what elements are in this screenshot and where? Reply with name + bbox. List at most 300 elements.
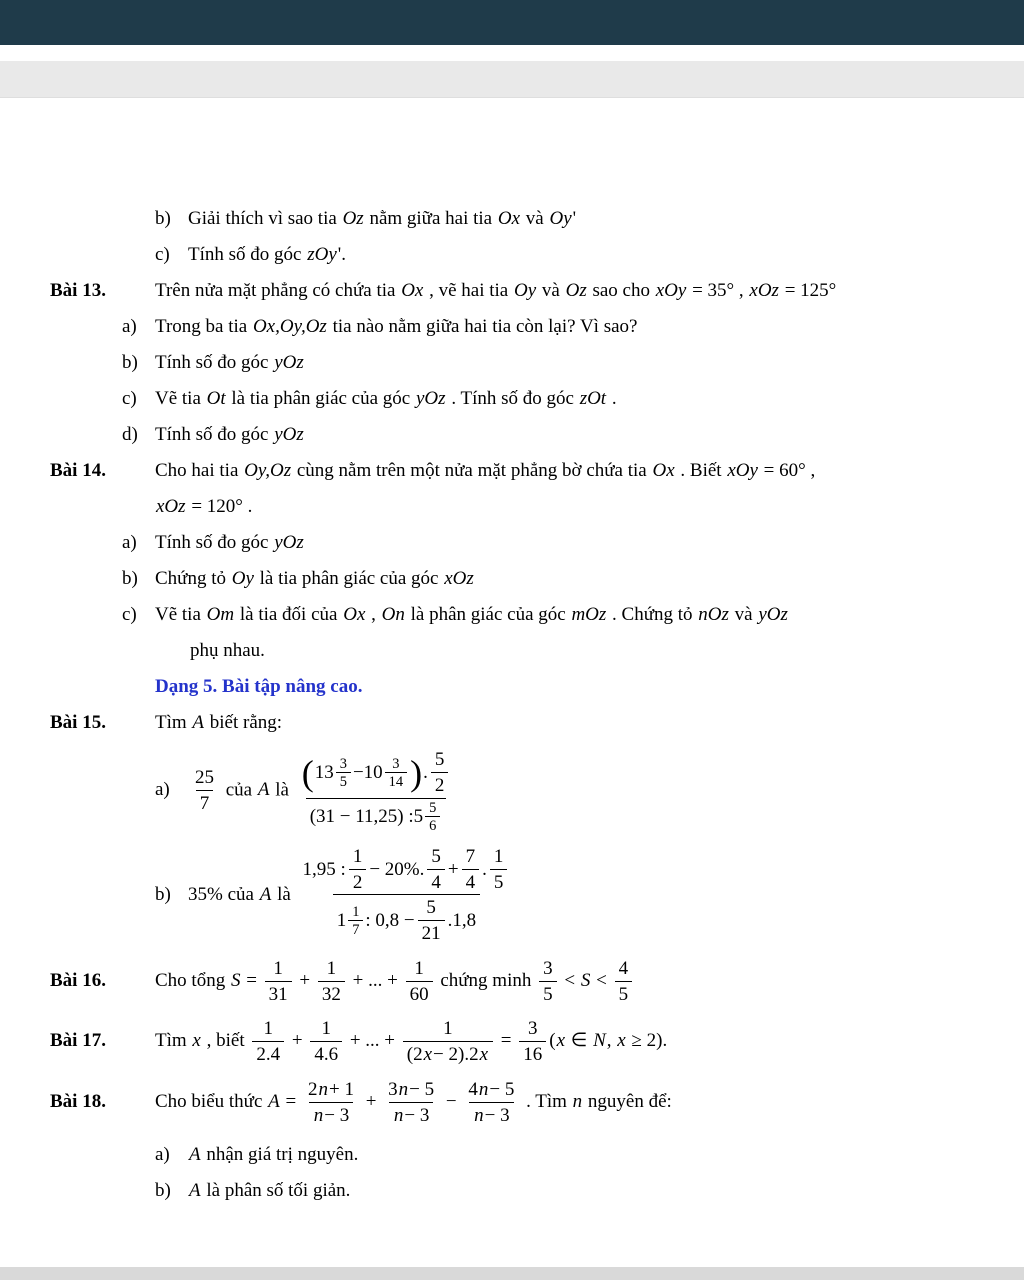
text-run: Tìm: [155, 712, 192, 733]
denominator: [403, 1041, 493, 1067]
item-marker: a): [155, 779, 170, 801]
text-run: (: [549, 1030, 556, 1052]
math-var: yOz: [274, 424, 304, 445]
text-line: [0, 706, 1024, 739]
text-run: = 120° .: [186, 496, 253, 517]
math-var: yOz: [758, 604, 788, 625]
text-run: . Chứng tỏ: [607, 604, 698, 625]
text-run: nguyên để:: [583, 1090, 672, 1112]
mixed-number: [364, 756, 409, 790]
text-run: 1: [493, 845, 504, 867]
text-run: sao cho: [587, 280, 655, 301]
text-run: nhận giá trị nguyên.: [201, 1144, 359, 1166]
denominator: [318, 981, 345, 1007]
exercise-label: Bài 17.: [50, 1030, 106, 1052]
text-line: [0, 1078, 1024, 1128]
text-run: 1: [352, 845, 363, 867]
item-marker: b): [155, 1180, 171, 1202]
text-run: 3: [527, 1018, 538, 1040]
text-run: và: [521, 208, 549, 229]
fraction: [348, 904, 363, 938]
math-var: xOy: [727, 460, 758, 481]
line-content: [155, 706, 1010, 739]
math-var: A: [189, 1180, 201, 1202]
denominator: [309, 1102, 353, 1128]
text-line: [0, 202, 1024, 235]
text-run: Vẽ tia: [155, 604, 206, 625]
numerator: [297, 748, 456, 798]
text-line: [0, 845, 1024, 946]
text-run: = 35° ,: [687, 280, 749, 301]
text-run: − 2).2: [433, 1044, 479, 1066]
math-var: nOz: [698, 604, 729, 625]
text-run: + ... +: [347, 969, 403, 991]
white-gap: [0, 45, 1024, 61]
text-run: =: [241, 969, 262, 991]
text-run: 7: [465, 845, 476, 867]
exercise-label: Bài 14.: [50, 460, 106, 481]
fraction: [519, 1017, 546, 1067]
text-run: 5: [431, 845, 441, 867]
text-line: [0, 748, 1024, 834]
item-marker: c): [122, 388, 137, 409]
text-run: , vẽ hai tia: [424, 280, 513, 301]
text-run: 1: [414, 957, 424, 979]
numerator: [431, 748, 449, 772]
math-var: n: [313, 1104, 324, 1126]
text-line: [0, 670, 1024, 703]
line-content: [155, 454, 1010, 487]
numerator: [304, 1078, 358, 1102]
text-line: [0, 957, 1024, 1007]
fraction: [191, 766, 218, 816]
line-content: [190, 634, 1010, 667]
text-run: Tính số đo góc: [155, 532, 274, 553]
line-content: [122, 562, 1010, 595]
fraction: [615, 957, 633, 1007]
exercise-label: Bài 18.: [50, 1090, 106, 1112]
mixed-number: [315, 756, 353, 790]
text-run: phụ nhau.: [190, 640, 265, 661]
text-run: 4: [431, 871, 441, 893]
text-run: ,: [366, 604, 381, 625]
fraction: [462, 845, 480, 895]
denominator: [389, 1102, 433, 1128]
text-run: là tia phân giác của góc: [254, 568, 444, 589]
line-content: [155, 1138, 1010, 1171]
text-run: =: [280, 1090, 301, 1112]
text-line: [0, 238, 1024, 271]
math-var: Oy: [514, 280, 537, 301]
fraction: [539, 957, 557, 1007]
text-line: [0, 310, 1024, 343]
math-var: S: [230, 969, 241, 991]
fraction: [431, 748, 449, 798]
text-run: Cho hai tia: [155, 460, 244, 481]
fraction: [385, 756, 407, 790]
text-run: 31: [268, 983, 288, 1005]
math-var: xOz: [444, 568, 474, 589]
document-body: [0, 98, 1024, 1207]
math-var: yOz: [274, 532, 304, 553]
denominator: 7: [348, 920, 363, 938]
math-var: x: [192, 1030, 201, 1052]
numerator: [464, 1078, 518, 1102]
text-run: 1: [443, 1018, 453, 1040]
numerator: [349, 845, 367, 869]
item-marker: a): [155, 1144, 170, 1166]
fraction: [318, 957, 345, 1007]
math-var: yOz: [274, 352, 304, 373]
text-line: [0, 1174, 1024, 1207]
line-content: [155, 957, 1010, 1007]
line-content: [122, 598, 1010, 631]
text-run: 2: [352, 871, 363, 893]
fraction: [427, 845, 445, 895]
math-var: n: [398, 1078, 409, 1100]
item-marker: c): [155, 244, 170, 265]
text-line: [0, 634, 1024, 667]
math-var: zOt: [579, 388, 607, 409]
text-run: .1,8: [447, 910, 477, 932]
text-run: Trên nửa mặt phẳng có chứa tia: [155, 280, 401, 301]
text-run: 1: [321, 1018, 331, 1040]
text-run: ≥ 2).: [626, 1030, 668, 1052]
text-run: 4.6: [314, 1044, 339, 1066]
line-content: [155, 1078, 1010, 1128]
fraction: [252, 1017, 284, 1067]
numerator: [410, 957, 428, 981]
text-run: 2: [434, 774, 445, 796]
text-run: − 20%.: [369, 858, 425, 880]
mixed-number: [337, 904, 366, 938]
text-run: .: [423, 761, 428, 783]
text-run: + 1: [328, 1078, 354, 1100]
item-marker: a): [122, 316, 137, 337]
denominator: [349, 869, 367, 895]
text-run: biết rằng:: [205, 712, 283, 733]
numerator: [524, 1017, 542, 1041]
text-run: .: [482, 858, 487, 880]
numerator: 1: [352, 903, 360, 920]
text-line: [0, 598, 1024, 631]
math-var: Ox: [497, 208, 521, 229]
text-run: 25: [195, 767, 214, 789]
text-run: 5: [543, 983, 553, 1005]
text-run: Chứng tỏ: [155, 568, 231, 589]
denominator: [406, 981, 433, 1007]
math-var: x: [617, 1030, 626, 1052]
line-content: [155, 1174, 1010, 1207]
text-run: là tia đối của: [235, 604, 343, 625]
whole-part: 13: [314, 761, 334, 783]
text-line: [0, 1017, 1024, 1067]
text-run: −: [352, 761, 364, 783]
item-marker: a): [122, 532, 137, 553]
text-run: là: [270, 779, 294, 801]
line-content: [155, 748, 1010, 834]
math-var: Ox: [343, 604, 366, 625]
denominator: [310, 1041, 342, 1067]
line-content: [122, 310, 1010, 343]
numerator: [615, 957, 633, 981]
math-var: A: [192, 712, 205, 733]
text-run: tia nào nằm giữa hai tia còn lại? Vì sao?: [327, 316, 638, 337]
text-run: + ... +: [345, 1030, 400, 1052]
text-line: [0, 418, 1024, 451]
fraction: [418, 896, 445, 946]
text-run: và: [729, 604, 758, 625]
text-run: 1,95 :: [302, 858, 346, 880]
numerator: [259, 1017, 277, 1041]
line-content: [155, 845, 1010, 946]
denominator: 14: [385, 772, 407, 790]
math-var: n: [572, 1090, 583, 1112]
math-var: yOz: [416, 388, 446, 409]
text-run: 60: [409, 983, 429, 1005]
math-var: n: [478, 1078, 489, 1100]
line-content: [155, 670, 1010, 703]
text-run: 4: [465, 871, 476, 893]
text-run: +: [294, 969, 315, 991]
text-line: [0, 490, 1024, 523]
numerator: [191, 766, 218, 790]
numerator: [317, 1017, 335, 1041]
text-run: ∈: [566, 1030, 593, 1052]
numerator: [384, 1078, 438, 1102]
text-line: [0, 382, 1024, 415]
text-run: 1: [273, 957, 283, 979]
line-content: [155, 490, 1010, 523]
text-run: +: [287, 1030, 308, 1052]
denominator: [418, 920, 445, 946]
text-run: − 5: [409, 1078, 435, 1100]
text-run: 35% của: [188, 883, 259, 905]
math-var: Ox: [401, 280, 424, 301]
text-run: 4: [468, 1078, 478, 1100]
fraction: [384, 1078, 438, 1128]
text-run: − 3: [404, 1104, 430, 1126]
denominator: [333, 894, 480, 946]
text-run: là: [272, 883, 296, 905]
browser-top-bar: [0, 0, 1024, 45]
math-var: A: [189, 1144, 201, 1166]
text-run: Cho biểu thức: [155, 1090, 268, 1112]
math-var: n: [474, 1104, 484, 1126]
text-run: +: [447, 858, 459, 880]
math-var: S: [580, 969, 591, 991]
math-var: Oy: [549, 208, 572, 229]
text-run: Tính số đo góc: [188, 244, 307, 265]
text-run: Tìm: [155, 1030, 192, 1052]
text-run: 5: [493, 871, 504, 893]
text-run: 32: [321, 983, 341, 1005]
text-run: , biết: [201, 1030, 250, 1052]
math-var: xOz: [156, 496, 186, 517]
numerator: 3: [339, 755, 347, 772]
denominator: 5: [336, 772, 351, 790]
text-run: ,: [606, 1030, 617, 1052]
whole-part: 5: [413, 805, 424, 827]
math-var: x: [556, 1030, 565, 1052]
exercise-label: Bài 15.: [50, 712, 106, 733]
text-run: và: [537, 280, 565, 301]
line-content: [155, 238, 1010, 271]
text-run: Vẽ tia: [155, 388, 206, 409]
text-run: 7: [199, 792, 210, 814]
math-var: N: [593, 1030, 606, 1052]
item-marker: b): [155, 883, 171, 905]
text-line: [0, 454, 1024, 487]
text-line: [0, 1138, 1024, 1171]
text-run: '.: [337, 244, 346, 265]
fraction: [336, 756, 351, 790]
math-var: x: [423, 1044, 433, 1066]
denominator: [615, 981, 633, 1007]
text-run: chứng minh: [435, 969, 537, 991]
item-marker: b): [122, 352, 138, 373]
denominator: [469, 1102, 513, 1128]
fraction: [297, 748, 456, 834]
fraction: [403, 1017, 493, 1067]
numerator: [539, 957, 557, 981]
denominator: [519, 1041, 546, 1067]
math-var: Oy,Oz: [244, 460, 292, 481]
text-run: là phân giác của góc: [405, 604, 571, 625]
math-var: Ot: [206, 388, 226, 409]
math-var: Oy: [231, 568, 254, 589]
text-run: (2: [406, 1044, 423, 1066]
text-run: 1: [263, 1018, 273, 1040]
text-run: 5: [426, 897, 436, 919]
mixed-number: [414, 800, 443, 834]
denominator: 6: [425, 816, 440, 834]
text-line: [0, 274, 1024, 307]
text-run: của: [221, 779, 257, 801]
denominator: [539, 981, 557, 1007]
denominator: [306, 798, 447, 834]
numerator: [439, 1017, 457, 1041]
text-run: . Biết: [675, 460, 727, 481]
math-var: Ox: [652, 460, 675, 481]
text-run: 21: [421, 923, 441, 945]
item-marker: c): [122, 604, 137, 625]
text-run: cùng nằm trên một nửa mặt phẳng bờ chứa tia: [292, 460, 652, 481]
line-content: [122, 418, 1010, 451]
math-var: Oz: [342, 208, 364, 229]
fraction: [464, 1078, 518, 1128]
denominator: [490, 869, 508, 895]
numerator: [323, 957, 341, 981]
text-run: +: [360, 1090, 382, 1112]
numerator: 3: [392, 755, 400, 772]
text-run: 2.4: [256, 1044, 281, 1066]
fraction: [310, 1017, 342, 1067]
whole-part: 10: [363, 761, 383, 783]
whole-part: 1: [336, 910, 347, 932]
text-run: là tia phân giác của góc: [226, 388, 415, 409]
text-run: 3: [543, 957, 553, 979]
text-run: =: [496, 1030, 517, 1052]
text-run: = 60° ,: [758, 460, 816, 481]
text-run: 4: [618, 957, 629, 979]
text-run: −: [441, 1090, 462, 1112]
text-run: <: [559, 969, 580, 991]
text-run: 5: [434, 749, 445, 770]
text-run: Cho tổng: [155, 969, 230, 991]
math-var: Ox,Oy,Oz: [252, 316, 327, 337]
text-run: 2: [307, 1078, 318, 1100]
text-run: (31 − 11,25) :: [309, 805, 414, 827]
text-run: nằm giữa hai tia: [364, 208, 497, 229]
text-run: − 5: [489, 1078, 515, 1100]
text-run: 3: [388, 1078, 398, 1100]
text-run: − 3: [484, 1104, 510, 1126]
math-var: mOz: [571, 604, 607, 625]
math-var: On: [381, 604, 405, 625]
math-var: A: [259, 883, 272, 905]
denominator: [265, 981, 292, 1007]
text-run: <: [591, 969, 612, 991]
text-run: Tính số đo góc: [155, 352, 274, 373]
line-content: [122, 382, 1010, 415]
text-run: . Tính số đo góc: [446, 388, 579, 409]
math-var: zOy: [307, 244, 337, 265]
text-run: là phân số tối giản.: [201, 1180, 351, 1202]
text-run: − 3: [324, 1104, 350, 1126]
item-marker: b): [155, 208, 171, 229]
line-content: [155, 202, 1010, 235]
text-run: 5: [618, 983, 629, 1005]
fraction: [425, 800, 440, 834]
line-content: [155, 1017, 1010, 1067]
denominator: [252, 1041, 284, 1067]
text-line: [0, 562, 1024, 595]
fraction: [265, 957, 292, 1007]
math-var: A: [257, 779, 270, 801]
math-var: A: [268, 1090, 280, 1112]
math-var: Oz: [565, 280, 587, 301]
denominator: [196, 790, 214, 816]
text-run: Giải thích vì sao tia: [188, 208, 342, 229]
text-run: ': [572, 208, 577, 229]
item-marker: d): [122, 424, 138, 445]
text-line: [0, 346, 1024, 379]
collapsed-toolbar-strip: [0, 61, 1024, 98]
fraction: [406, 957, 433, 1007]
numerator: [427, 845, 445, 869]
line-content: [122, 526, 1010, 559]
big-paren: ): [410, 752, 423, 793]
text-run: Dạng 5. Bài tập nâng cao.: [155, 676, 363, 697]
text-run: = 125°: [779, 280, 837, 301]
text-run: : 0,8 −: [365, 910, 415, 932]
math-var: x: [479, 1044, 489, 1066]
math-var: n: [393, 1104, 404, 1126]
exercise-label: Bài 13.: [50, 280, 106, 301]
math-var: xOz: [749, 280, 779, 301]
numerator: 5: [429, 799, 437, 816]
fraction: [299, 845, 515, 946]
math-var: n: [318, 1078, 328, 1100]
denominator: [431, 772, 449, 798]
denominator: [427, 869, 445, 895]
fraction: [304, 1078, 358, 1128]
numerator: [269, 957, 287, 981]
fraction: [349, 845, 367, 895]
line-content: [155, 274, 1010, 307]
text-run: Trong ba tia: [155, 316, 252, 337]
